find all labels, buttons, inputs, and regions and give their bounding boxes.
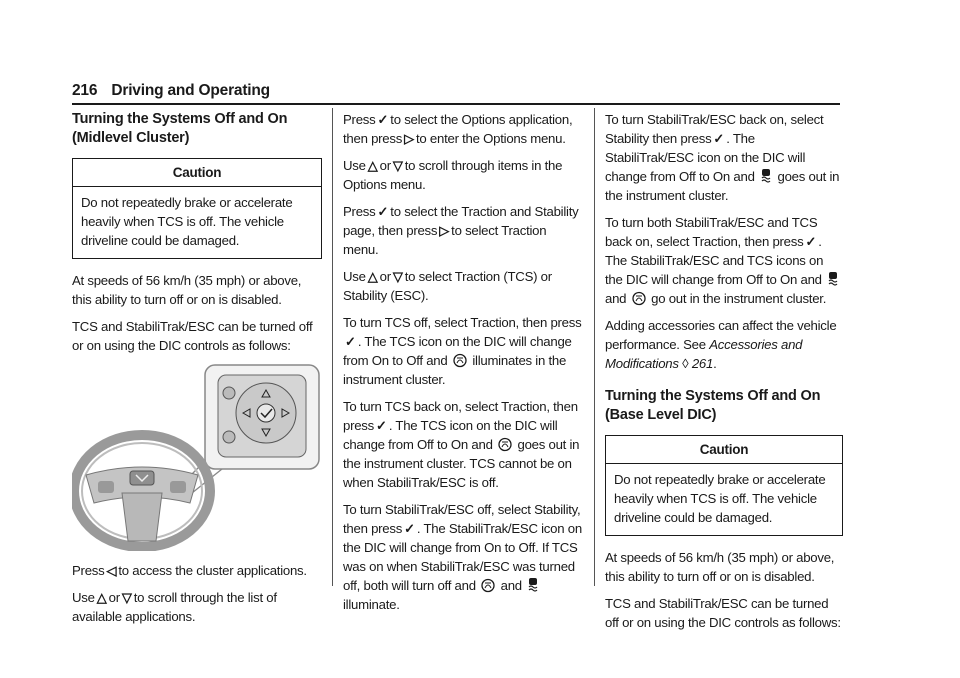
paragraph: To turn StabiliTrak/ESC back on, select Stability then press ✓ . The StabiliTrak/ESC icon on the DIC will change from Off to On and goes out in the instrument cluster. (605, 112, 840, 203)
paragraph: Use △ or ▽ to scroll through the list of available applications. (72, 590, 277, 624)
paragraph: At speeds of 56 km/h (35 mph) or above, this ability to turn off or on is disabled. (605, 550, 835, 584)
traction-off-icon (498, 437, 512, 452)
check-icon: ✓ (377, 112, 389, 127)
section-title: Driving and Operating (111, 82, 270, 99)
up-arrow-icon: △ (367, 158, 378, 173)
stabilitrak-off-icon (827, 271, 839, 287)
paragraph: Use △ or ▽ to scroll through items in the Options menu. (343, 158, 563, 192)
check-icon: ✓ (805, 234, 817, 249)
header-rule (72, 103, 840, 105)
down-arrow-icon: ▽ (121, 590, 132, 605)
paragraph: To turn TCS off, select Traction, then press✓ . The TCS icon on the DIC will change from On to Off and illuminates in the instrument cluster. (343, 315, 582, 387)
traction-off-icon (453, 353, 467, 368)
check-icon: ✓ (376, 418, 387, 433)
paragraph: To turn TCS back on, select Traction, then press ✓ . The TCS icon on the DIC will change from Off to On and goes out in the instrument cluster. TCS cannot be on when StabiliTrak/ESC is off. (343, 399, 580, 490)
traction-off-icon (481, 578, 495, 593)
left-arrow-icon: ◁ (106, 563, 117, 578)
paragraph: Adding accessories can affect the vehicle performance. See Accessories and Modifications ◊ 261. (605, 318, 837, 371)
caution-title: Caution (606, 436, 842, 464)
up-arrow-icon: △ (367, 269, 378, 284)
down-arrow-icon: ▽ (392, 158, 403, 173)
page-reference[interactable]: 261 (691, 356, 714, 371)
down-arrow-icon: ▽ (392, 269, 403, 284)
right-arrow-icon: ▷ (404, 131, 414, 146)
cross-reference-link[interactable]: Accessories and Modifications (605, 337, 803, 371)
caution-text: Do not repeatedly brake or accelerate heavily when TCS is off. The vehicle driveline could be damaged. (614, 472, 826, 525)
up-arrow-icon: △ (96, 590, 107, 605)
stabilitrak-off-icon (760, 168, 772, 184)
column-divider-2 (594, 108, 595, 586)
caution-box (605, 435, 843, 536)
paragraph: Press ✓ to select the Options application, then press ▷ to enter the Options menu. (343, 112, 573, 146)
paragraph: Press ✓ to select the Traction and Stability page, then press ▷ to select Traction menu. (343, 204, 579, 257)
paragraph: At speeds of 56 km/h (35 mph) or above, this ability to turn off or on is disabled. (72, 273, 302, 307)
check-icon: ✓ (713, 131, 725, 146)
steering-wheel-illustration (72, 363, 322, 551)
paragraph: To turn StabiliTrak/ESC off, select Stability, then press ✓ . The StabiliTrak/ESC icon on the DIC will change from On to Off. If TCS was on when StabiliTrak/ESC was turned off, both will turn off and and illuminate. (343, 502, 582, 612)
stabilitrak-off-icon (527, 577, 539, 593)
check-icon: ✓ (377, 204, 389, 219)
paragraph: Press ◁ to access the cluster applications. (72, 563, 307, 578)
paragraph: TCS and StabiliTrak/ESC can be turned off or on using the DIC controls as follows: (72, 319, 313, 353)
check-icon: ✓ (404, 521, 415, 536)
section-heading: Turning the Systems Off and On (Base Level DIC) (605, 388, 821, 423)
paragraph: Use △ or ▽ to select Traction (TCS) or Stability (ESC). (343, 269, 552, 303)
right-arrow-icon: ▷ (439, 223, 450, 238)
page-ref-arrow-icon: ◊ (682, 356, 689, 371)
paragraph: TCS and StabiliTrak/ESC can be turned off or on using the DIC controls as follows: (605, 596, 841, 630)
caution-text: Do not repeatedly brake or accelerate heavily when TCS is off. The vehicle driveline could be damaged. (81, 195, 293, 248)
paragraph: To turn both StabiliTrak/ESC and TCS back on, select Traction, then press ✓ . The StabiliTrak/ESC and TCS icons on the DIC will change from Off to On and and go out in the instrument cluster. (605, 213, 843, 308)
page-number: 216 (72, 82, 98, 99)
page-header (72, 82, 270, 100)
column-3 (605, 110, 843, 640)
caution-title: Caution (73, 159, 321, 187)
column-2 (343, 110, 583, 622)
traction-off-icon (632, 291, 646, 306)
column-1 (72, 110, 322, 634)
check-icon: ✓ (345, 334, 356, 349)
column-divider-1 (332, 108, 333, 586)
section-heading: Turning the Systems Off and On (Midlevel Cluster) (72, 111, 288, 146)
caution-box (72, 158, 322, 259)
